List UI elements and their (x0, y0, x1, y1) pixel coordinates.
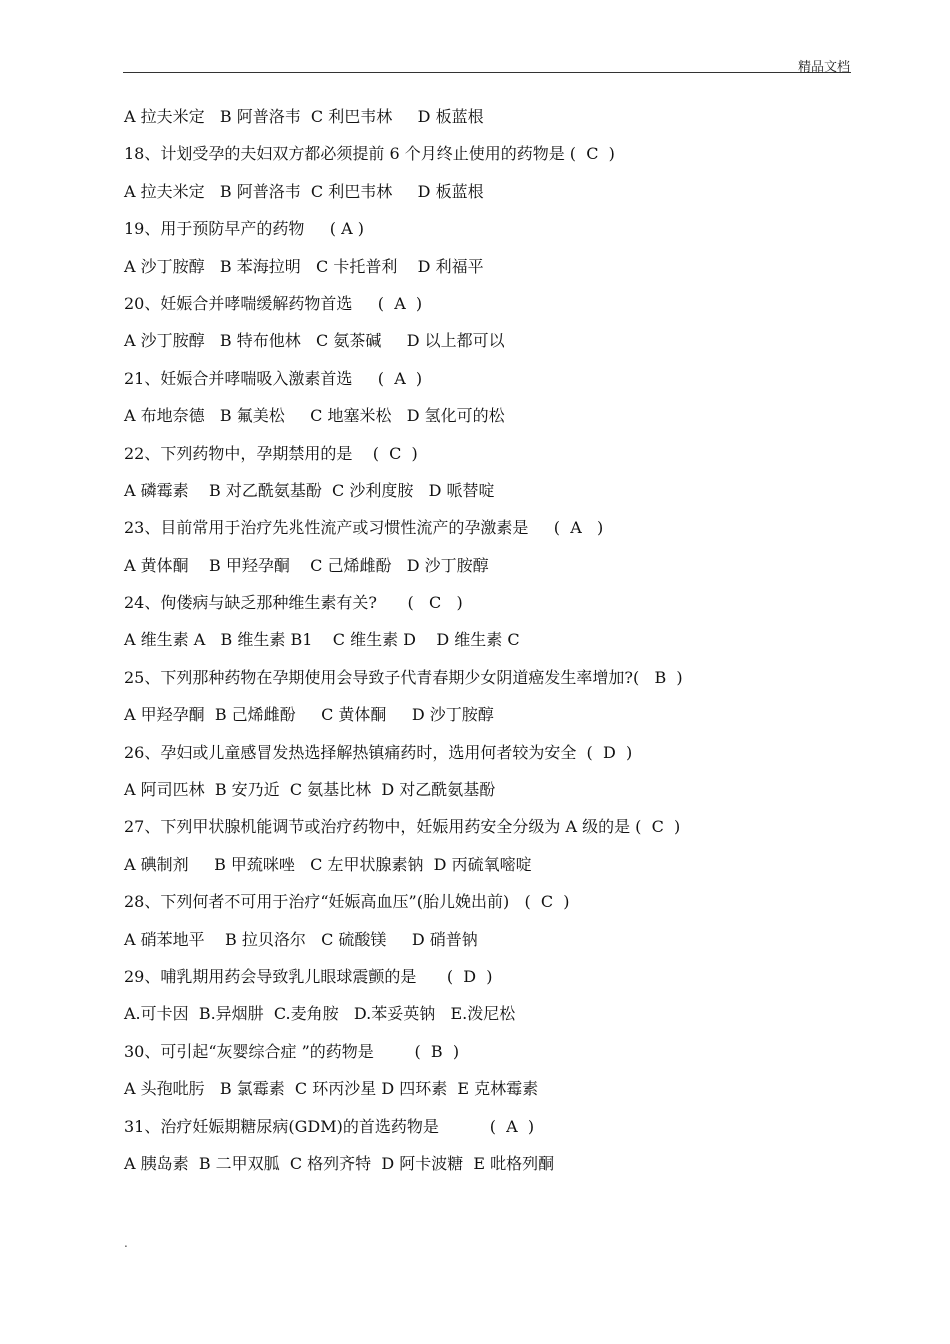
question-19: 19、用于预防早产的药物 ( A ) (124, 219, 365, 239)
question-24: 24、佝偻病与缺乏那种维生素有关? ( C ) (124, 593, 463, 613)
question-25: 25、下列那种药物在孕期使用会导致子代青春期少女阴道癌发生率增加?( B ) (124, 667, 683, 687)
header-divider (123, 72, 851, 73)
options-18: A 拉夫米定 B 阿普洛韦 C 利巴韦林 D 板蓝根 (124, 181, 484, 201)
options-19: A 沙丁胺醇 B 苯海拉明 C 卡托普利 D 利福平 (124, 256, 484, 276)
options-31: A 胰岛素 B 二甲双胍 C 格列齐特 D 阿卡波糖 E 吡格列酮 (124, 1153, 555, 1173)
footer-mark: . (124, 1236, 128, 1250)
options-25: A 甲羟孕酮 B 己烯雌酚 C 黄体酮 D 沙丁胺醇 (124, 705, 494, 725)
options-24: A 维生素 A B 维生素 B1 C 维生素 D D 维生素 C (124, 630, 520, 650)
question-30: 30、可引起“灰婴综合症 ”的药物是 ( B ) (124, 1041, 460, 1061)
options-26: A 阿司匹林 B 安乃近 C 氨基比林 D 对乙酰氨基酚 (124, 780, 496, 800)
question-20: 20、妊娠合并哮喘缓解药物首选 ( A ) (124, 293, 423, 313)
question-26: 26、孕妇或儿童感冒发热选择解热镇痛药时，选用何者较为安全 ( D ) (124, 742, 633, 762)
options-23: A 黄体酮 B 甲羟孕酮 C 己烯雌酚 D 沙丁胺醇 (124, 555, 489, 575)
question-21: 21、妊娠合并哮喘吸入激素首选 ( A ) (124, 368, 423, 388)
options-21: A 布地奈德 B 氟美松 C 地塞米松 D 氢化可的松 (124, 406, 505, 426)
question-22: 22、下列药物中，孕期禁用的是 ( C ) (124, 443, 418, 463)
question-list (124, 105, 844, 1189)
options-line: A 拉夫米定 B 阿普洛韦 C 利巴韦林 D 板蓝根 (124, 107, 484, 126)
options-29: A.可卡因 B.异烟肼 C.麦角胺 D.苯妥英钠 E.泼尼松 (124, 1004, 516, 1024)
options-20: A 沙丁胺醇 B 特布他林 C 氨茶碱 D 以上都可以 (124, 331, 505, 351)
options-30: A 头孢吡肟 B 氯霉素 C 环丙沙星 D 四环素 E 克林霉素 (124, 1079, 539, 1099)
question-31: 31、治疗妊娠期糖尿病(GDM)的首选药物是 ( A ) (124, 1116, 535, 1136)
question-18: 18、计划受孕的夫妇双方都必须提前 6 个月终止使用的药物是 ( C ) (124, 144, 615, 164)
question-23: 23、目前常用于治疗先兆性流产或习惯性流产的孕激素是 ( A ) (124, 518, 604, 538)
question-28: 28、下列何者不可用于治疗“妊娠高血压”(胎儿娩出前) ( C ) (124, 892, 570, 912)
question-29: 29、哺乳期用药会导致乳儿眼球震颤的是 ( D ) (124, 966, 493, 986)
options-27: A 碘制剂 B 甲巯咪唑 C 左甲状腺素钠 D 丙硫氧嘧啶 (124, 854, 532, 874)
options-22: A 磷霉素 B 对乙酰氨基酚 C 沙利度胺 D 哌替啶 (124, 480, 495, 500)
document-header-label: 精品文档 (797, 60, 850, 75)
options-28: A 硝苯地平 B 拉贝洛尔 C 硫酸镁 D 硝普钠 (124, 929, 478, 949)
question-27: 27、下列甲状腺机能调节或治疗药物中，妊娠用药安全分级为 A 级的是 ( C ) (124, 817, 681, 837)
